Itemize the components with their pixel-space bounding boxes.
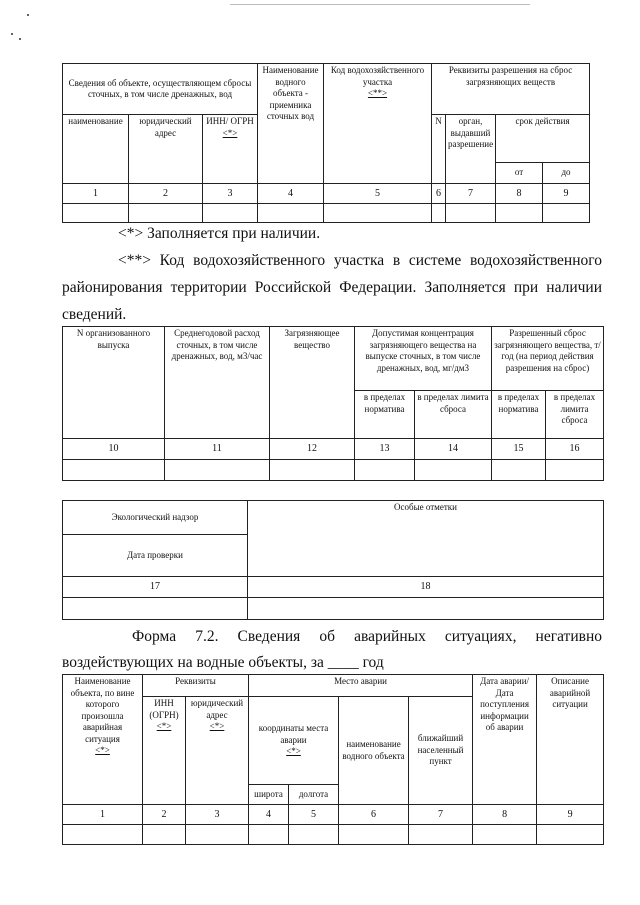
header-within-limit: в пределах лимита сброса [415,391,492,439]
header-validity: срок действия [496,115,590,163]
column-number: 9 [543,184,590,204]
header-inn-text: ИНН (ОГРН) [149,698,179,720]
header-object-name-text: Наименование объекта, по вине которого произошла аварийная ситуация [70,676,135,744]
empty-cell [355,460,415,481]
header-to: до [543,163,590,184]
footnote-2: <**> Код водохозяйственного участка в системе водохозяйственного районирования территории Российской Федерации. Заполняется при наличии сведений. [62,252,602,323]
empty-cell [324,204,432,223]
column-number: 2 [143,805,186,825]
empty-cell [258,204,324,223]
empty-cell [409,825,473,845]
column-number: 6 [339,805,409,825]
header-allowed-discharge: Разрешенный сброс загрязняющего вещества, т/год (на период действия разрешения на сброс) [492,327,604,391]
scan-speck [19,38,21,40]
footnote-1: <*> Заполняется при наличии. [118,225,321,242]
empty-cell [289,825,339,845]
table-discharge-info [62,326,604,481]
header-inn-ogrn [203,115,258,184]
header-latitude: широта [249,785,289,805]
header-coordinates-text: координаты места аварии [258,723,329,745]
header-legal-address: юридический адрес [129,115,203,184]
header-from: от [496,163,543,184]
header-coordinates [249,697,339,785]
column-number: 5 [324,184,432,204]
header-water-code [324,64,432,184]
empty-cell [446,204,496,223]
column-number: 6 [432,184,446,204]
column-number: 3 [203,184,258,204]
empty-cell [63,204,129,223]
footnote-mark: <*> [286,746,301,757]
column-number: 16 [546,439,604,460]
header-allowed-concentration: Допустимая концентрация загрязняющего вещества на выпуске сточных, в том числе дренажных, вод, мг/дм3 [355,327,492,391]
column-number: 1 [63,184,129,204]
empty-cell [537,825,604,845]
header-within-norm: в пределах норматива [492,391,546,439]
header-legal-address [186,697,249,805]
column-number: 1 [63,805,143,825]
header-water-code-text: Код водохозяйственного участка [330,65,425,87]
column-number: 11 [165,439,270,460]
empty-cell [339,825,409,845]
header-water-body: наименование водного объекта [339,697,409,805]
footnote-mark: <*> [95,745,110,755]
column-number: 18 [248,577,604,598]
table-accidents [62,674,604,845]
header-outlet-number: N организованного выпуска [63,327,165,439]
header-pollutant: Загрязняющее вещество [270,327,355,439]
column-number: 4 [258,184,324,204]
header-accident-description: Описание аварийной ситуации [537,675,604,805]
column-number: 7 [409,805,473,825]
header-address-text: юридический адрес [190,698,244,720]
header-accident-place: Место аварии [249,675,473,697]
empty-cell [129,204,203,223]
empty-cell [63,598,248,620]
column-number: 8 [496,184,543,204]
empty-cell [203,204,258,223]
empty-cell [165,460,270,481]
column-number: 4 [249,805,289,825]
header-avg-flow: Среднегодовой расход сточных, в том числе дренажных, вод, м3/час [165,327,270,439]
column-number: 3 [186,805,249,825]
footnote-mark: <*> [222,127,238,138]
header-inn-text: ИНН/ ОГРН [206,116,254,126]
header-object-info: Сведения об объекте, осуществляющем сбросы сточных, в том числе дренажных, вод [63,64,258,115]
column-number: 14 [415,439,492,460]
column-number: 9 [537,805,604,825]
header-inspection-date: Дата проверки [63,535,248,577]
column-number: 8 [473,805,537,825]
empty-cell [492,460,546,481]
empty-cell [63,825,143,845]
column-number: 5 [289,805,339,825]
scan-speck [11,33,13,35]
header-special-notes: Особые отметки [248,501,604,577]
table-supervision [62,500,604,620]
column-number: 13 [355,439,415,460]
empty-cell [496,204,543,223]
scan-edge-line [230,4,530,5]
header-eco-supervision: Экологический надзор [63,501,248,535]
footnote-mark: <*> [209,721,225,731]
empty-cell [432,204,446,223]
header-issuing-authority: орган, выдавший разрешение [446,115,496,184]
empty-cell [415,460,492,481]
table-water-object-info [62,63,590,223]
header-within-limit: в пределах лимита сброса [546,391,604,439]
form-title: Форма 7.2. Сведения об аварийных ситуациях, негативно воздействующих на водные объекты, за ____ год [62,628,602,671]
header-permit-number: N [432,115,446,184]
header-within-norm: в пределах норматива [355,391,415,439]
empty-cell [473,825,537,845]
empty-cell [143,825,186,845]
header-inn-ogrn [143,697,186,805]
column-number: 7 [446,184,496,204]
header-longitude: долгота [289,785,339,805]
scan-speck [27,14,29,16]
column-number: 17 [63,577,248,598]
header-name: наименование [63,115,129,184]
empty-cell [543,204,590,223]
column-number: 10 [63,439,165,460]
footnote-mark: <**> [367,88,388,98]
header-water-body: Наименование водного объекта - приемника сточных вод [258,64,324,184]
empty-cell [63,460,165,481]
column-number: 15 [492,439,546,460]
empty-cell [186,825,249,845]
header-requisites: Реквизиты [143,675,249,697]
header-permit: Реквизиты разрешения на сброс загрязняющих веществ [432,64,590,115]
empty-cell [546,460,604,481]
header-accident-date: Дата аварии/Дата поступления информации об аварии [473,675,537,805]
empty-cell [249,825,289,845]
column-number: 12 [270,439,355,460]
footnote-mark: <*> [156,721,172,731]
header-object-name [63,675,143,805]
empty-cell [248,598,604,620]
column-number: 2 [129,184,203,204]
header-nearest-settlement: ближайший населенный пункт [409,697,473,805]
empty-cell [270,460,355,481]
